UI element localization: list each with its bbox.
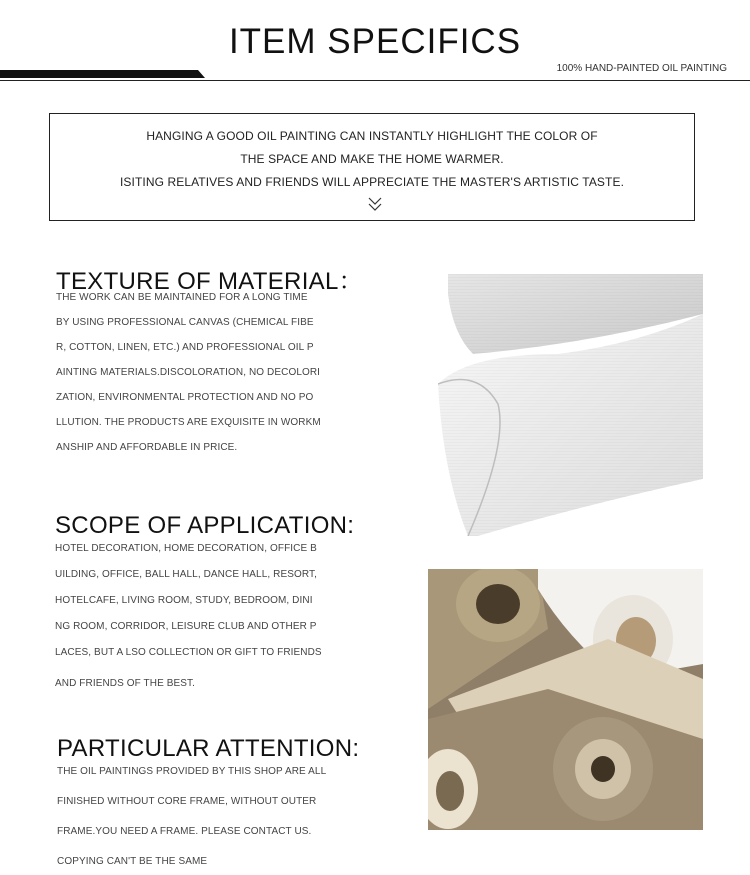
linen-canvas-rolls-photo: [428, 569, 703, 830]
texture-line: ANSHIP AND AFFORDABLE IN PRICE.: [56, 442, 238, 453]
double-chevron-down-icon: [368, 196, 382, 212]
texture-line: THE WORK CAN BE MAINTAINED FOR A LONG TIME: [56, 292, 308, 303]
scope-line: NG ROOM, CORRIDOR, LEISURE CLUB AND OTHER P: [55, 621, 317, 632]
intro-line-2: THE SPACE AND MAKE THE HOME WARMER.: [240, 152, 504, 166]
header-divider: [0, 80, 750, 81]
attention-line: FINISHED WITHOUT CORE FRAME, WITHOUT OUTER: [57, 796, 317, 807]
header-accent-bar: [0, 70, 205, 78]
header-tagline: 100% HAND-PAINTED OIL PAINTING: [556, 63, 727, 74]
section-title-scope: SCOPE OF APPLICATION:: [55, 512, 355, 539]
section-title-attention: PARTICULAR ATTENTION:: [57, 735, 360, 762]
intro-line-3: ISITING RELATIVES AND FRIENDS WILL APPRECIATE THE MASTER'S ARTISTIC TASTE.: [119, 175, 625, 189]
white-canvas-rolls-photo: [438, 274, 703, 536]
scope-line: HOTELCAFE, LIVING ROOM, STUDY, BEDROOM, DINI: [55, 595, 313, 606]
scope-line: AND FRIENDS OF THE BEST.: [55, 678, 196, 689]
intro-line-1: HANGING A GOOD OIL PAINTING CAN INSTANTLY HIGHLIGHT THE COLOR OF: [146, 129, 598, 143]
attention-line: THE OIL PAINTINGS PROVIDED BY THIS SHOP ARE ALL: [57, 766, 327, 777]
attention-line: COPYING CAN'T BE THE SAME: [57, 856, 208, 867]
texture-line: R, COTTON, LINEN, ETC.) AND PROFESSIONAL OIL P: [56, 342, 314, 353]
attention-line: FRAME.YOU NEED A FRAME. PLEASE CONTACT US.: [57, 826, 312, 837]
scope-line: LACES, BUT A LSO COLLECTION OR GIFT TO FRIENDS: [55, 647, 322, 658]
texture-line: AINTING MATERIALS.DISCOLORATION, NO DECOLORI: [56, 367, 321, 378]
page-title: ITEM SPECIFICS: [228, 22, 522, 61]
scope-line: UILDING, OFFICE, BALL HALL, DANCE HALL, RESORT,: [55, 569, 317, 580]
scope-line: HOTEL DECORATION, HOME DECORATION, OFFICE B: [55, 543, 317, 554]
intro-box: [49, 113, 695, 221]
texture-line: ZATION, ENVIRONMENTAL PROTECTION AND NO PO: [56, 392, 314, 403]
texture-line: LLUTION. THE PRODUCTS ARE EXQUISITE IN WORKM: [56, 417, 321, 428]
section-title-texture: TEXTURE OF MATERIAL：: [56, 268, 363, 295]
texture-line: BY USING PROFESSIONAL CANVAS (CHEMICAL FIBE: [56, 317, 314, 328]
